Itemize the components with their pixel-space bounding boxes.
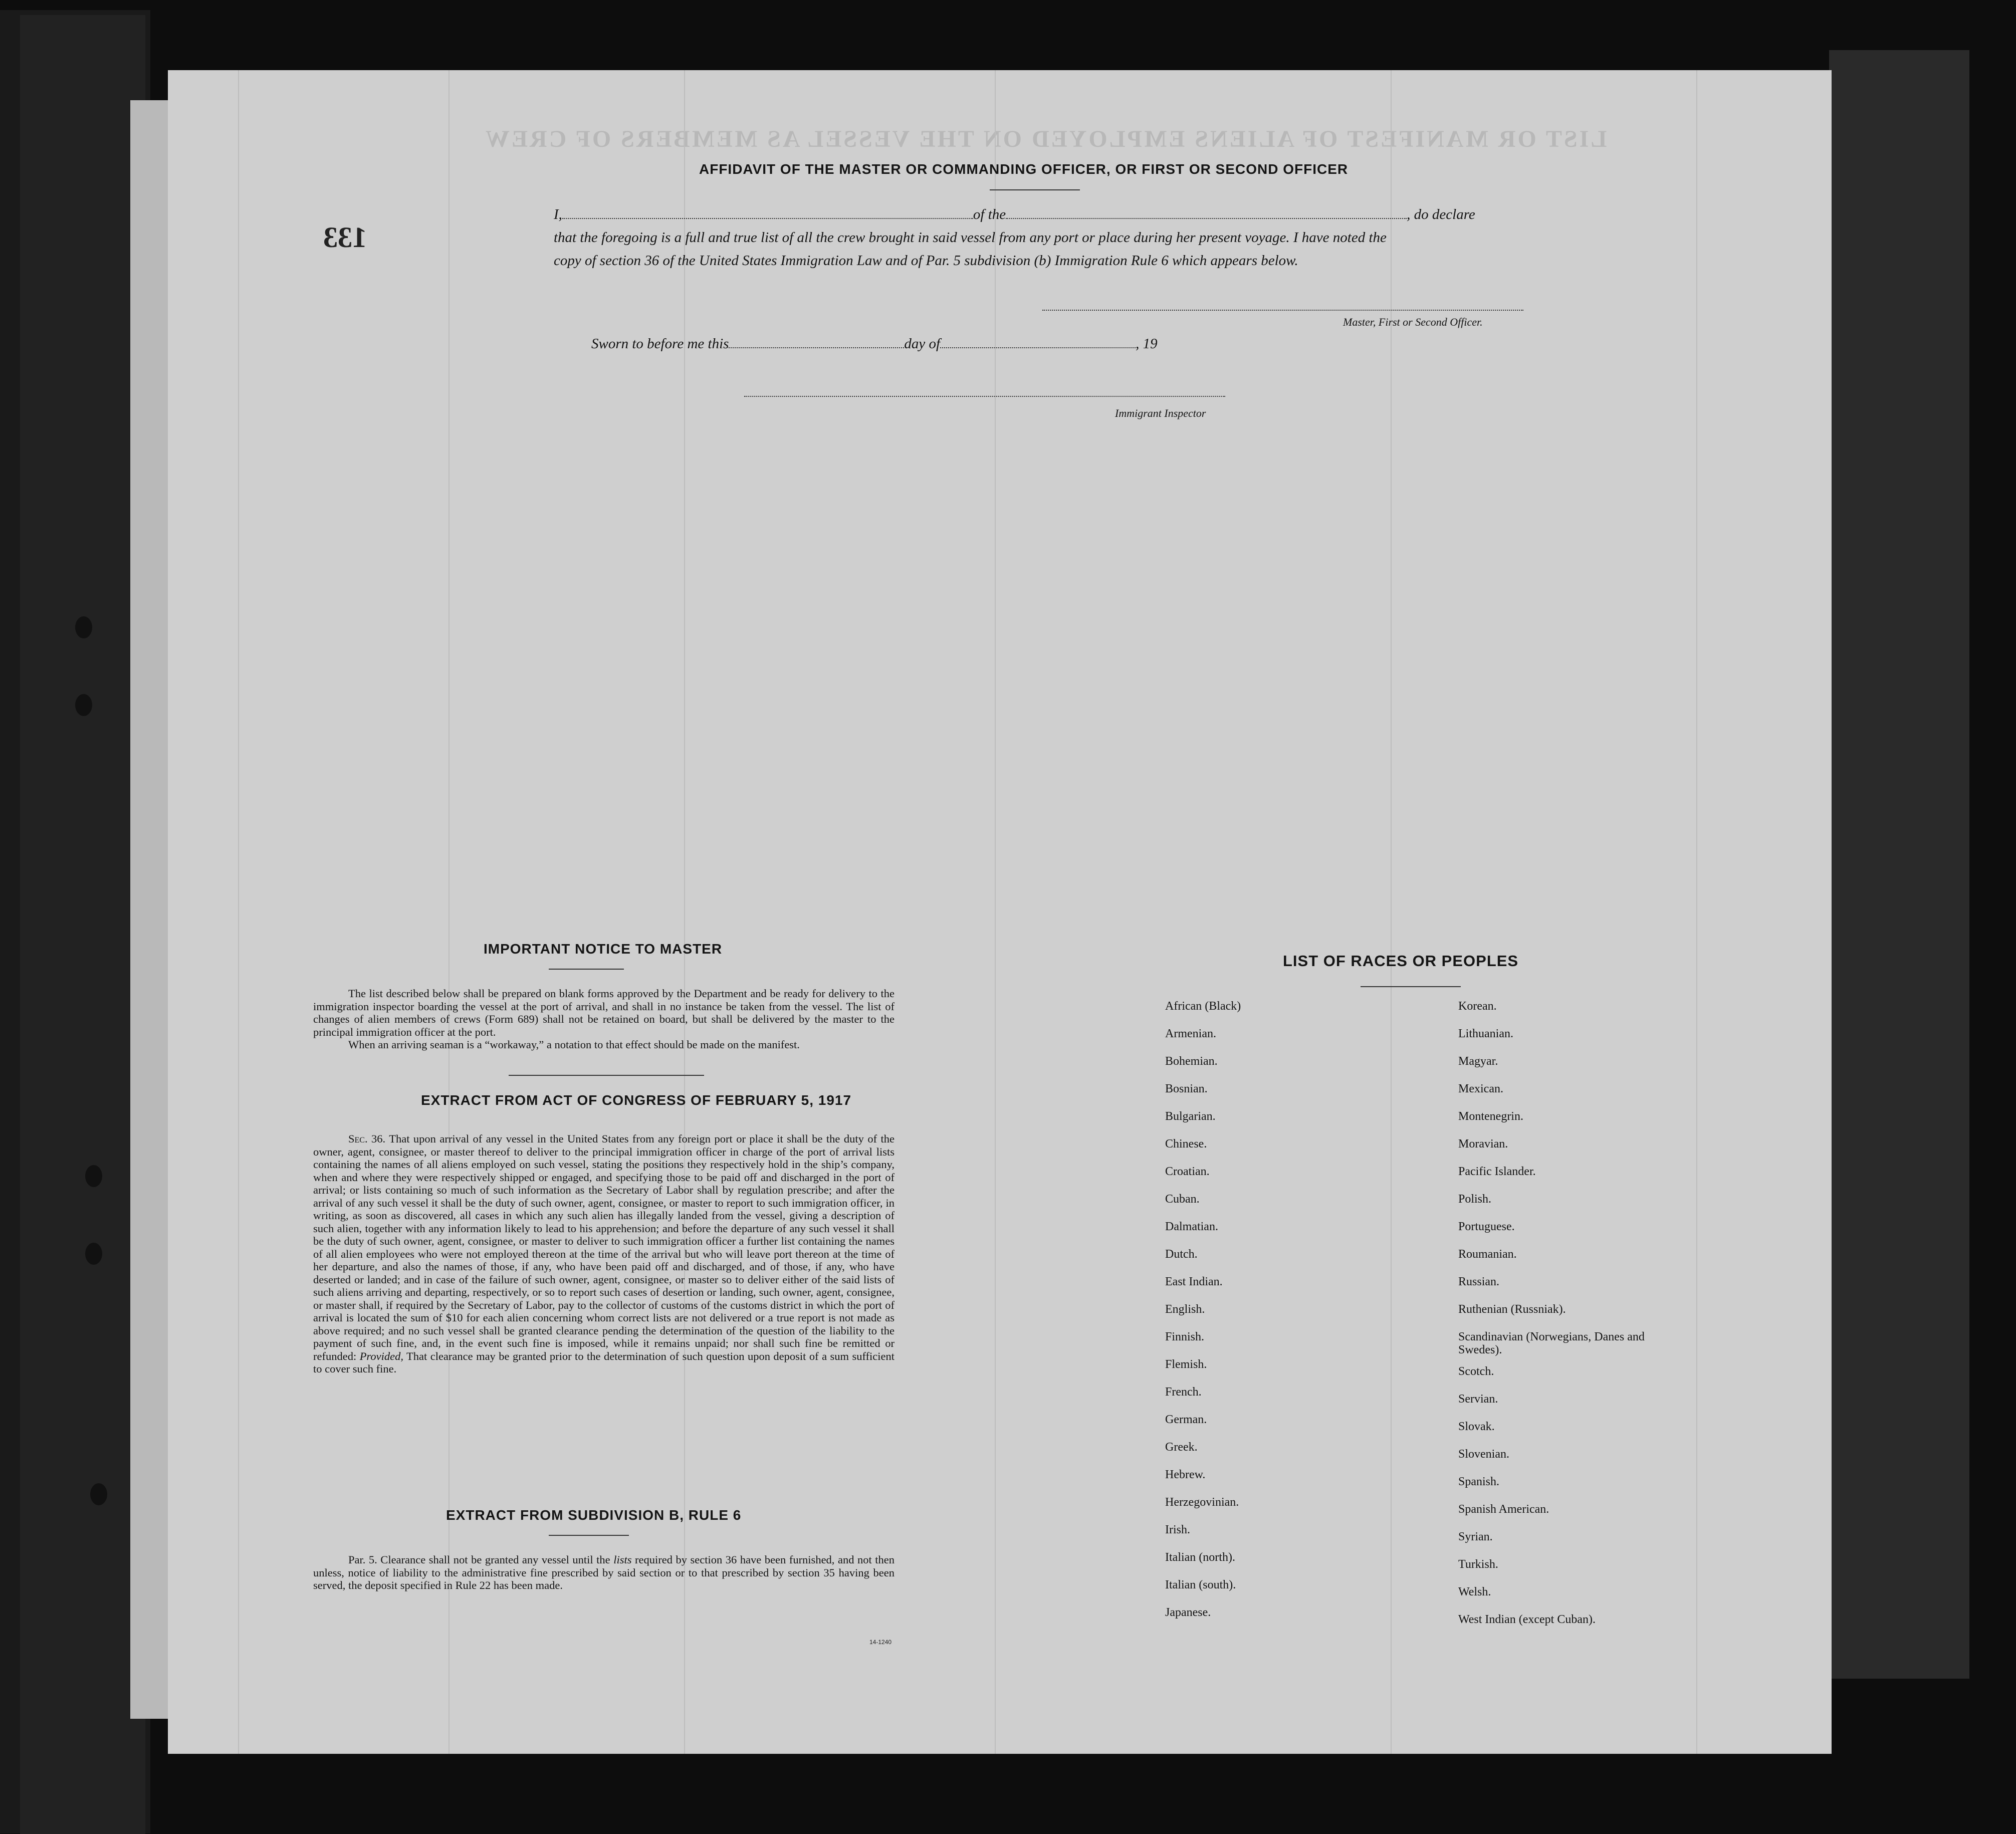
divider xyxy=(549,969,624,970)
race-item: Dalmatian. xyxy=(1165,1220,1218,1233)
page-number-stamp: 133 xyxy=(323,221,367,254)
ghost-column-line xyxy=(1696,70,1697,1754)
ghost-column-line xyxy=(684,70,685,1754)
ghost-manifest-title: LIST OR MANIFEST OF ALIENS EMPLOYED ON THE VESSEL AS MEMBERS OF CREW xyxy=(484,126,1607,152)
race-item: African (Black) xyxy=(1165,1000,1241,1013)
race-item: Pacific Islander. xyxy=(1458,1165,1536,1178)
race-item: West Indian (except Cuban). xyxy=(1458,1613,1596,1626)
race-item: Herzegovinian. xyxy=(1165,1496,1239,1509)
race-item: Bosnian. xyxy=(1165,1082,1208,1095)
race-item: Lithuanian. xyxy=(1458,1027,1513,1040)
race-item: English. xyxy=(1165,1303,1205,1316)
manifest-sheet xyxy=(168,70,1832,1754)
ghost-column-line xyxy=(238,70,239,1754)
divider xyxy=(1361,986,1461,987)
race-item: Mexican. xyxy=(1458,1082,1503,1095)
sworn-line: Sworn to before me this day of , 19 xyxy=(591,336,1158,352)
notice-title: IMPORTANT NOTICE TO MASTER xyxy=(484,941,723,957)
race-item: Armenian. xyxy=(1165,1027,1216,1040)
binder-hole xyxy=(75,694,92,716)
race-item: Syrian. xyxy=(1458,1530,1493,1543)
race-item: Magyar. xyxy=(1458,1055,1498,1068)
race-item: Italian (south). xyxy=(1165,1578,1236,1591)
race-item: Bohemian. xyxy=(1165,1055,1218,1068)
affidavit-line-1: I, of the , do declare xyxy=(554,206,1475,222)
master-caption: Master, First or Second Officer. xyxy=(1343,316,1483,328)
race-item: Servian. xyxy=(1458,1393,1498,1406)
race-item: French. xyxy=(1165,1386,1202,1399)
race-item: Japanese. xyxy=(1165,1606,1211,1619)
act-extract-body: Sec. 36. That upon arrival of any vessel in the United States from any foreign port or place it shall be the duty of the owner, agent, consignee, or master thereof to deliver to the principal immigration officer in charge of the port of arrival lists containing the names of all aliens employed on such vessel, stating the positions they respectively hold in the ship’s company, when and where they were respectively shipped or engaged, and specifying those to be paid off and discharged in the port of arrival; or lists containing so much of such information as the Secretary of Labor shall by regulation prescribe; and after the arrival of any such vessel it shall be the duty of such owner, agent, consignee, or master to report to such immigration officer, in writing, as soon as discovered, all cases in which any such alien has illegally landed from the vessel, giving a description of such alien, together with any information likely to lead to his apprehension; and before the departure of any such vessel it shall be the duty of such owner, agent, consignee, or master to deliver to such immigration officer a further list containing the names of all alien employees who were not employed thereon at the time of the arrival but who will leave port thereon at the time of her departure, and also the names of those, if any, who have been paid off and discharged, and of those, if any, who have deserted or landed; and in case of the failure of such owner, agent, consignee, or master so to deliver either of the said lists of such aliens arriving and departing, respectively, or so to report such cases of desertion or landing, such owner, agent, consignee, or master shall, if required by the Secretary of Labor, pay to the collector of customs of the customs district in which the port of arrival is located the sum of $10 for each alien concerning whom correct lists are not delivered or a true report is not made as above required; and no such vessel shall be granted clearance pending the determination of the question of the liability to the payment of such fine, and, in the event such fine is imposed, while it remains unpaid; nor shall such fine be remitted or refunded: Provided, That clearance may be granted prior to the determination of such question upon deposit of a sum sufficient to cover such fine. xyxy=(313,1132,895,1375)
race-item: Finnish. xyxy=(1165,1330,1205,1343)
race-item: Russian. xyxy=(1458,1275,1500,1288)
race-item: Montenegrin. xyxy=(1458,1110,1523,1123)
race-item: Irish. xyxy=(1165,1523,1190,1536)
race-item: Welsh. xyxy=(1458,1585,1491,1598)
ghost-column-line xyxy=(449,70,450,1754)
race-item: Ruthenian (Russniak). xyxy=(1458,1303,1566,1316)
race-item: Croatian. xyxy=(1165,1165,1210,1178)
race-item: East Indian. xyxy=(1165,1275,1223,1288)
race-item: Spanish. xyxy=(1458,1475,1500,1488)
page-stack-left xyxy=(20,15,145,1834)
race-item: Turkish. xyxy=(1458,1558,1498,1571)
race-item: Dutch. xyxy=(1165,1248,1198,1261)
race-item: Spanish American. xyxy=(1458,1503,1549,1516)
divider xyxy=(990,189,1080,190)
act-extract-title: EXTRACT FROM ACT OF CONGRESS OF FEBRUARY 5, 1917 xyxy=(421,1092,852,1108)
race-item: Cuban. xyxy=(1165,1193,1200,1206)
affidavit-line-2: that the foregoing is a full and true list of all the crew brought in said vessel from any port or place during her present voyage. I have noted the xyxy=(554,230,1387,246)
ghost-column-line xyxy=(995,70,996,1754)
race-item: Chinese. xyxy=(1165,1137,1207,1151)
divider xyxy=(549,1535,629,1536)
inspector-caption: Immigrant Inspector xyxy=(1115,407,1206,419)
race-item: Greek. xyxy=(1165,1441,1198,1454)
races-title: LIST OF RACES OR PEOPLES xyxy=(1283,952,1519,970)
binder-hole xyxy=(90,1483,107,1505)
race-item: Roumanian. xyxy=(1458,1248,1517,1261)
affidavit-title: AFFIDAVIT OF THE MASTER OR COMMANDING OFFICER, OR FIRST OR SECOND OFFICER xyxy=(699,161,1349,177)
race-item: Polish. xyxy=(1458,1193,1492,1206)
race-item: Slovak. xyxy=(1458,1420,1495,1433)
master-signature-line xyxy=(1042,310,1523,311)
form-number: 14-1240 xyxy=(869,1639,892,1646)
race-item: Bulgarian. xyxy=(1165,1110,1216,1123)
race-item: Portuguese. xyxy=(1458,1220,1515,1233)
race-item: Italian (north). xyxy=(1165,1551,1235,1564)
inspector-signature-line xyxy=(744,396,1225,397)
rule-extract-body: Par. 5. Clearance shall not be granted any vessel until the lists required by section 36 have been furnished, and not then unless, notice of liability to the administrative fine prescribed by said section or to that prescribed by section 35 having been served, the deposit specified in Rule 22 has been made. xyxy=(313,1553,894,1591)
divider xyxy=(509,1075,704,1076)
affidavit-line-3: copy of section 36 of the United States Immigration Law and of Par. 5 subdivision (b) Immigration Rule 6 which appears below. xyxy=(554,253,1298,269)
race-item: Hebrew. xyxy=(1165,1468,1206,1481)
race-item: Moravian. xyxy=(1458,1137,1508,1151)
page-stack-right xyxy=(1829,50,1969,1679)
race-item: Korean. xyxy=(1458,1000,1497,1013)
binder-hole xyxy=(85,1165,102,1187)
race-item: Scotch. xyxy=(1458,1365,1494,1378)
race-item: Flemish. xyxy=(1165,1358,1207,1371)
race-item: German. xyxy=(1165,1413,1207,1426)
page-stack-edge xyxy=(130,100,170,1719)
race-item: Slovenian. xyxy=(1458,1448,1509,1461)
rule-extract-title: EXTRACT FROM SUBDIVISION B, RULE 6 xyxy=(446,1507,742,1523)
binder-hole xyxy=(75,616,92,638)
binder-hole xyxy=(85,1243,102,1265)
notice-body: The list described below shall be prepared on blank forms approved by the Department and be ready for delivery to the immigration inspector boarding the vessel at the port of arrival, and shall in no instance be taken from the vessel. The list of changes of alien members of crews (Form 689) shall not be retained on board, but shall be delivered by the master to the principal immigration officer at the port. When an arriving seaman is a “workaway,” a notation to that effect should be made on the manifest. xyxy=(313,987,894,1051)
race-item: Scandinavian (Norwegians, Danes and Swedes). xyxy=(1458,1330,1645,1356)
